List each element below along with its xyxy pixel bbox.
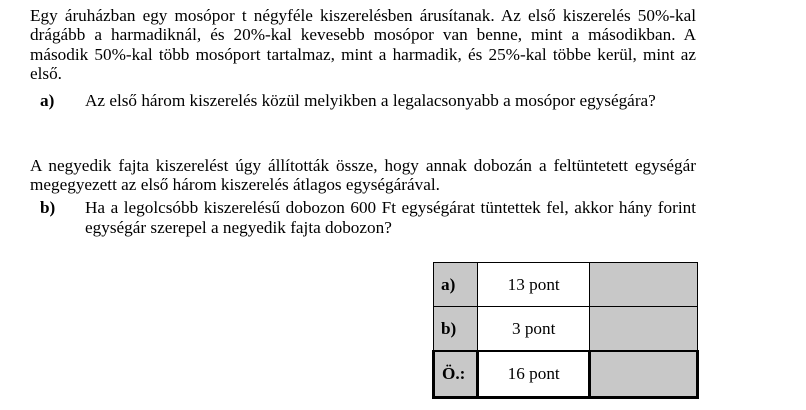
score-row-points: 3 pont — [478, 307, 589, 352]
task-b — [40, 198, 696, 238]
task-b-text: Ha a legolcsóbb kiszerelésű dobozon 600 Ft egységárat tüntettek fel, akkor hány forint egységár szerepel a negyedik fajta dobozon? — [85, 198, 696, 237]
task-b-label: b) — [40, 198, 56, 217]
score-row-total — [434, 351, 698, 398]
score-table — [432, 262, 699, 399]
task-a-text: Az első három kiszerelés közül melyikben a legalacsonyabb a mosópor egységára? — [85, 91, 656, 110]
problem-middle: A negyedik fajta kiszerelést úgy állították össze, hogy annak dobozán a feltüntetett egységár megegyezett az első három kiszerelés átlagos egységárával. — [30, 156, 696, 195]
score-row-label: b) — [434, 307, 478, 352]
task-a — [40, 91, 696, 111]
score-row-b — [434, 307, 698, 352]
score-row-label: a) — [434, 263, 478, 307]
score-total-blank — [589, 351, 697, 398]
score-total-label: Ö.: — [434, 351, 478, 398]
score-row-points: 13 pont — [478, 263, 589, 307]
task-a-label: a) — [40, 91, 55, 110]
problem-intro: Egy áruházban egy mosópor t négyféle kiszerelésben árusítanak. Az első kiszerelés 50%-kal drágább a harmadiknál, és 20%-kal kevesebb mosópor van benne, mint a másodikban. A második 50%-kal több mosóport tartalmaz, mint a harmadik, és 25%-kal többe kerül, mint az első. — [30, 6, 696, 84]
score-row-blank — [589, 307, 697, 352]
score-row-blank — [589, 263, 697, 307]
score-total-points: 16 pont — [478, 351, 589, 398]
score-row-a — [434, 263, 698, 307]
